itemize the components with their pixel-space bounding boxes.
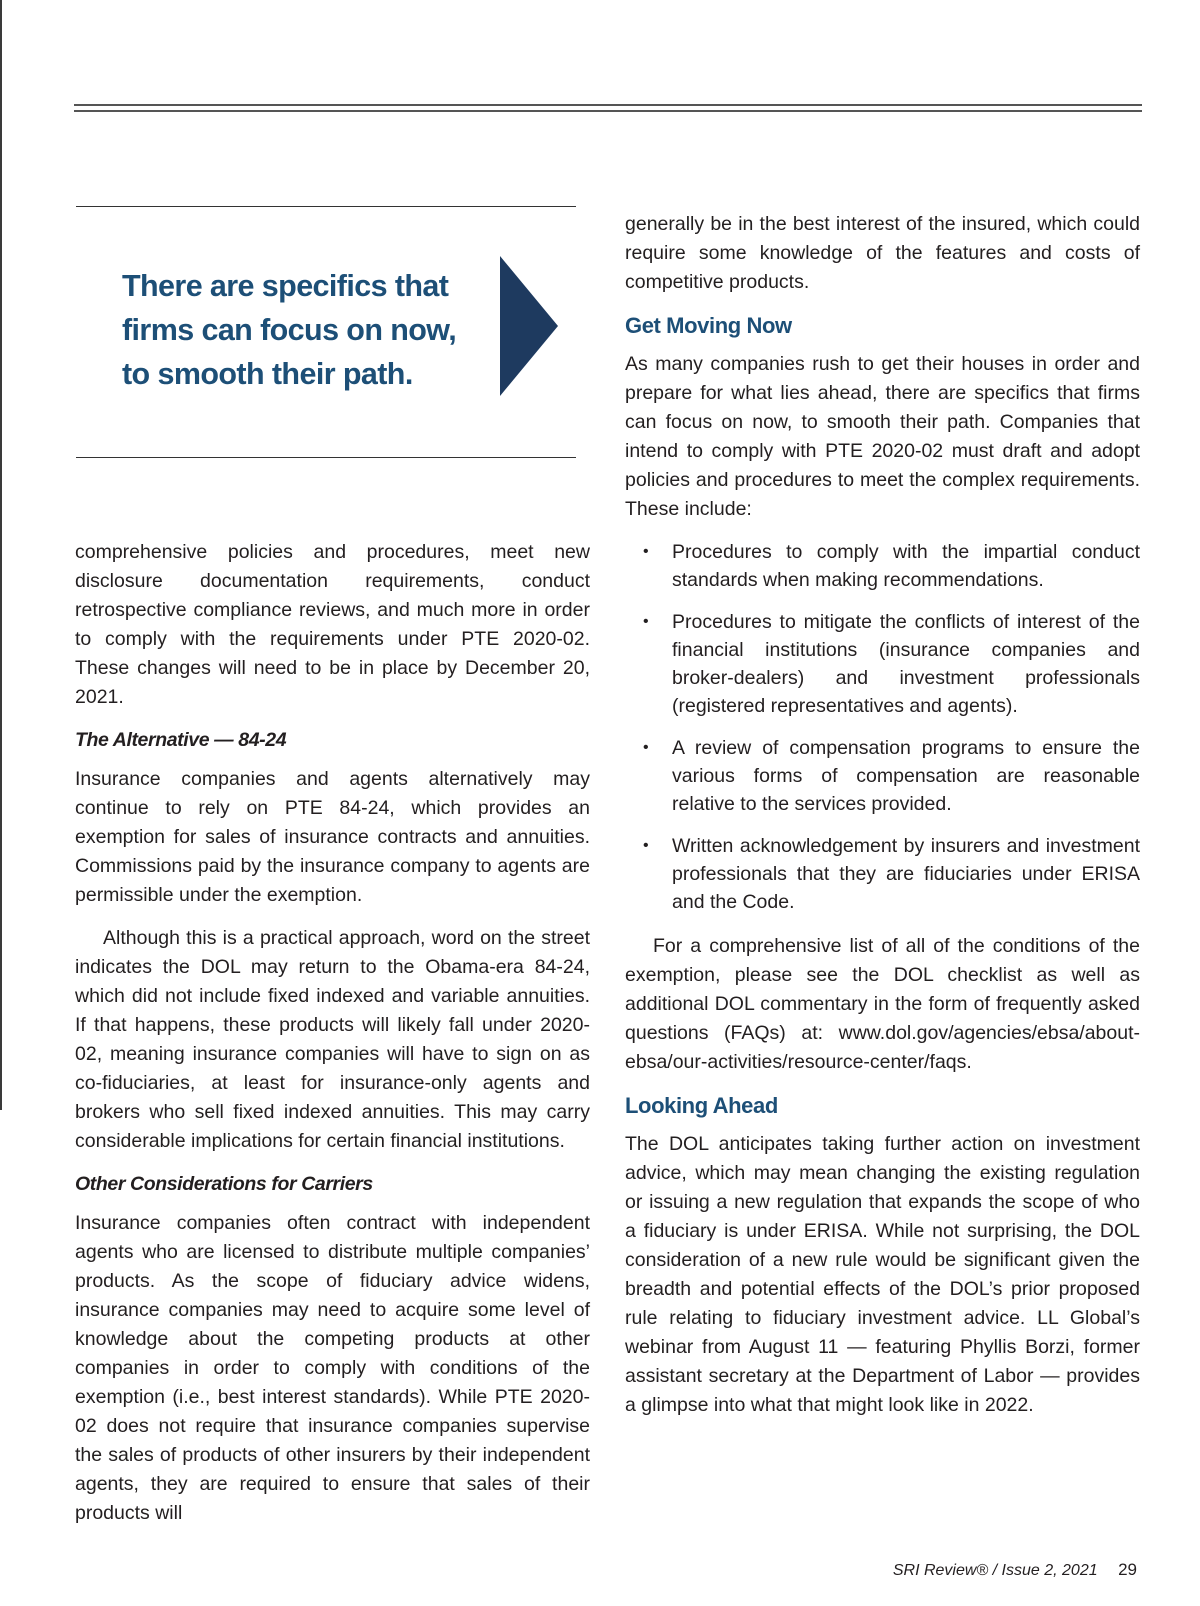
pull-quote-text: There are specifics that firms can focus on now, to smooth their path. bbox=[122, 269, 457, 391]
page-number: 29 bbox=[1118, 1560, 1137, 1579]
continuation-paragraph: generally be in the best interest of the insured, which could require some knowledge of the features and costs of competitive products. bbox=[625, 213, 1140, 293]
page-edge-line bbox=[0, 0, 2, 1110]
body-paragraph: Insurance companies and agents alternatively may continue to rely on PTE 84-24, which provides an exemption for sales of insurance contracts and annuities. Commissions paid by the insurance company to agents are permissible under the exemption. bbox=[75, 768, 590, 906]
requirements-list bbox=[625, 538, 1140, 916]
section-heading-looking-ahead: Looking Ahead bbox=[625, 1093, 778, 1118]
section-heading-other-considerations: Other Considerations for Carriers bbox=[75, 1173, 373, 1195]
intro-paragraph: comprehensive policies and procedures, meet new disclosure documentation requirements, conduct retrospective compliance reviews, and much more in order to comply with the requirements under PTE 2020-02. These changes will need to be in place by December 20, 2021. bbox=[75, 541, 590, 708]
journal-issue-label: SRI Review® / Issue 2, 2021 bbox=[892, 1562, 1098, 1579]
section-heading-get-moving-now: Get Moving Now bbox=[625, 313, 792, 338]
left-column bbox=[75, 538, 590, 1528]
header-rule-top bbox=[74, 104, 1142, 106]
body-paragraph: For a comprehensive list of all of the conditions of the exemption, please see the DOL checklist as well as additional DOL commentary in the form of frequently asked questions (FAQs) at: www.dol.gov/agencies/ebsa/about-ebsa/our-activities/resource-center/faqs. bbox=[625, 935, 1140, 1073]
triangle-right-icon bbox=[500, 256, 560, 396]
pull-quote-rule-bottom bbox=[76, 457, 576, 458]
header-rule-bottom bbox=[74, 110, 1142, 112]
page-footer bbox=[893, 1560, 1137, 1580]
list-item: • A review of compensation programs to ensure the various forms of compensation are reasonable relative to the services provided. bbox=[625, 734, 1140, 818]
body-paragraph: As many companies rush to get their houses in order and prepare for what lies ahead, there are specifics that firms can focus on now, to smooth their path. Companies that intend to comply with PTE 2020-02 must draft and adopt policies and procedures to meet the complex requirements. These include: bbox=[625, 353, 1140, 520]
list-item: • Written acknowledgement by insurers and investment professionals that they are fiduciaries under ERISA and the Code. bbox=[625, 832, 1140, 916]
pull-quote-rule-top bbox=[76, 206, 576, 207]
bullet-icon: • bbox=[643, 739, 649, 756]
list-item: • Procedures to mitigate the conflicts of interest of the financial institutions (insurance companies and broker-dealers) and investment professionals (registered representatives and agents). bbox=[625, 608, 1140, 720]
bullet-icon: • bbox=[643, 543, 649, 560]
bullet-icon: • bbox=[643, 613, 649, 630]
body-paragraph: Although this is a practical approach, word on the street indicates the DOL may return to the Obama-era 84-24, which did not include fixed indexed and variable annuities. If that happens, these products will likely fall under 2020-02, meaning insurance companies will have to sign on as co-fiduciaries, at least for insurance-only agents and brokers who sell fixed indexed annuities. This may carry considerable implications for certain financial institutions. bbox=[75, 927, 590, 1152]
section-heading-alternative: The Alternative — 84-24 bbox=[75, 729, 287, 751]
right-column bbox=[625, 210, 1140, 1420]
bullet-icon: • bbox=[643, 837, 649, 854]
body-paragraph: The DOL anticipates taking further action on investment advice, which may mean changing the existing regulation or issuing a new regulation that expands the scope of who a fiduciary is under ERISA. While not surprising, the DOL consideration of a new rule would be significant given the breadth and potential effects of the DOL’s prior proposed rule relating to fiduciary investment advice. LL Global’s webinar from August 11 — featuring Phyllis Borzi, former assistant secretary at the Department of Labor — provides a glimpse into what that might look like in 2022. bbox=[625, 1133, 1140, 1416]
body-paragraph: Insurance companies often contract with independent agents who are licensed to distribute multiple companies’ products. As the scope of fiduciary advice widens, insurance companies may need to acquire some level of knowledge about the competing products at other companies in order to comply with conditions of the exemption (i.e., best interest standards). While PTE 2020-02 does not require that insurance companies supervise the sales of products of other insurers by their independent agents, they are required to ensure that sales of their products will bbox=[75, 1212, 590, 1524]
list-item: • Procedures to comply with the impartial conduct standards when making recommendations. bbox=[625, 538, 1140, 594]
